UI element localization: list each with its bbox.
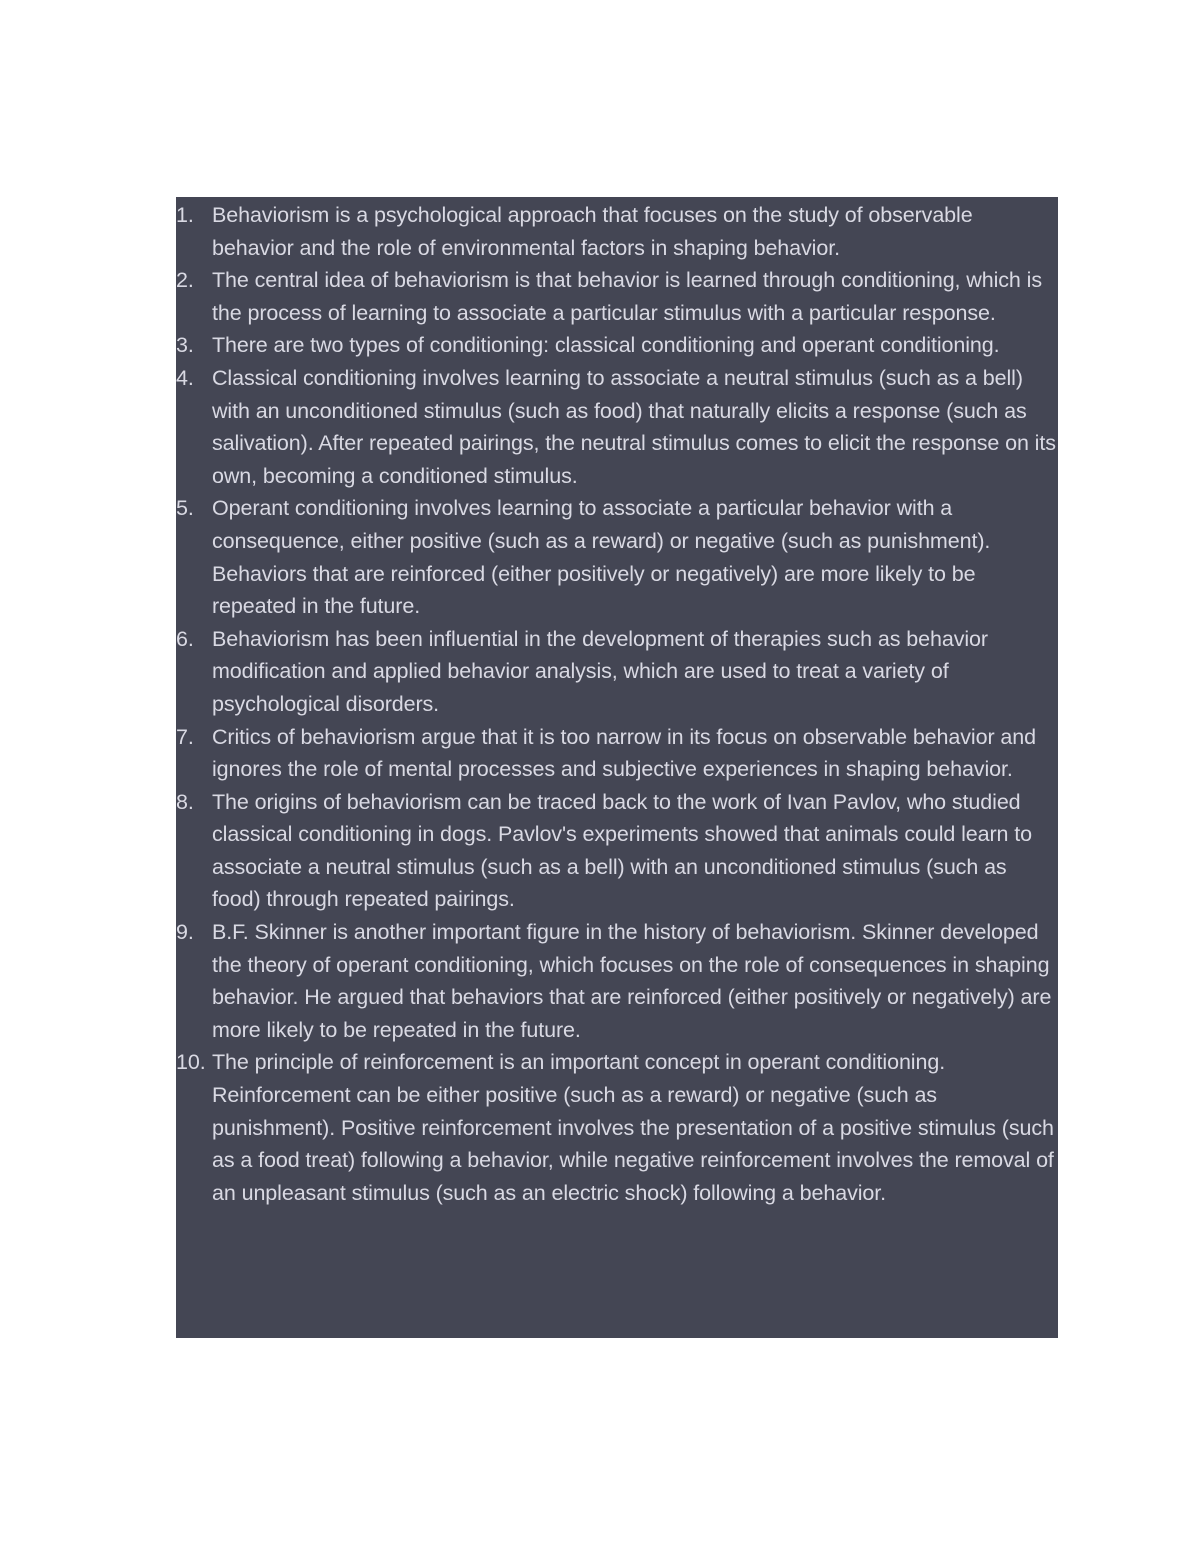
- list-item: [176, 492, 1058, 622]
- list-item-number: 10.: [176, 1050, 206, 1075]
- list-item-number: 8.: [176, 789, 194, 814]
- list-item: [176, 329, 1058, 362]
- list-item-text: The origins of behaviorism can be traced back to the work of Ivan Pavlov, who studied classical conditioning in dogs. Pavlov's experiments showed that animals could learn to associate a neutral stimulus (such as a bell) with an unconditioned stimulus (such as food) through repeated pairings.: [212, 789, 1033, 912]
- list-item: [176, 916, 1058, 1046]
- list-item-text: The central idea of behaviorism is that behavior is learned through conditioning, which is the process of learning to associate a particular stimulus with a particular response.: [212, 268, 1042, 325]
- list-item: [176, 1046, 1058, 1209]
- list-item-number: 9.: [176, 920, 194, 945]
- list-item-number: 7.: [176, 724, 194, 749]
- list-item: [176, 623, 1058, 721]
- numbered-list: [176, 199, 1058, 1209]
- list-item: [176, 199, 1058, 264]
- list-item-text: B.F. Skinner is another important figure in the history of behaviorism. Skinner developed the theory of operant conditioning, which focuses on the role of consequences in shaping behavior. He argued that behaviors that are reinforced (either positively or negatively) are more likely to be repeated in the future.: [212, 920, 1052, 1042]
- list-item-text: Classical conditioning involves learning to associate a neutral stimulus (such as a bell) with an unconditioned stimulus (such as food) that naturally elicits a response (such as salivation). After repeated pairings, the neutral stimulus comes to elicit the response on its own, becoming a conditioned stimulus.: [212, 365, 1056, 488]
- list-item-number: 2.: [176, 268, 194, 293]
- list-item-text: Behaviorism is a psychological approach that focuses on the study of observable behavior and the role of environmental factors in shaping behavior.: [212, 203, 973, 260]
- list-item-text: There are two types of conditioning: classical conditioning and operant conditioning.: [212, 333, 1000, 358]
- list-item-number: 6.: [176, 626, 194, 651]
- list-item-number: 3.: [176, 333, 194, 358]
- list-item: [176, 786, 1058, 916]
- list-item: [176, 264, 1058, 329]
- list-item: [176, 721, 1058, 786]
- list-item-text: Operant conditioning involves learning to associate a particular behavior with a consequence, either positive (such as a reward) or negative (such as punishment). Behaviors that are reinforced (either positively or negatively) are more likely to be repeated in the future.: [212, 496, 991, 619]
- list-item: [176, 362, 1058, 492]
- list-item-number: 1.: [176, 203, 194, 227]
- list-item-text: Critics of behaviorism argue that it is too narrow in its focus on observable behavior and ignores the role of mental processes and subjective experiences in shaping behavior.: [212, 724, 1036, 782]
- list-item-text: The principle of reinforcement is an important concept in operant conditioning. Reinforcement can be either positive (such as a reward) or negative (such as punishment). Positive reinforcement involves the presentation of a positive stimulus (such as a food treat) following a behavior, while negative reinforcement involves the removal of an unpleasant stimulus (such as an electric shock) following a behavior.: [212, 1050, 1054, 1205]
- list-item-number: 4.: [176, 365, 194, 390]
- list-item-text: Behaviorism has been influential in the development of therapies such as behavior modification and applied behavior analysis, which are used to treat a variety of psychological disorders.: [212, 626, 988, 716]
- list-item-number: 5.: [176, 496, 194, 521]
